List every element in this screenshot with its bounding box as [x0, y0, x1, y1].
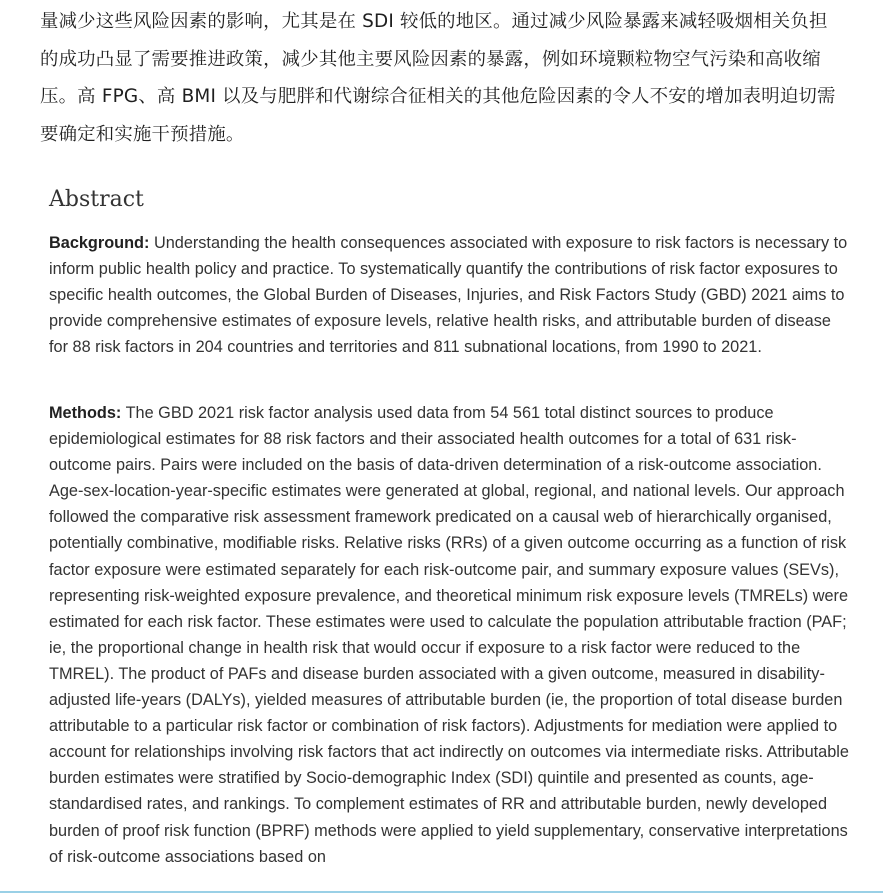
abstract-heading: Abstract — [49, 187, 144, 212]
chinese-summary-paragraph: 量减少这些风险因素的影响，尤其是在 SDI 较低的地区。通过减少风险暴露来减轻吸烟相关负担的成功凸显了需要推进政策，减少其他主要风险因素的暴露，例如环境颗粒物空气污染和高收缩压。高 FPG、高 BMI 以及与肥胖和代谢综合征相关的其他危险因素的令人不安的增加表明迫切需要确定和实施干预措施。 — [40, 11, 836, 145]
background-label: Background: — [49, 234, 150, 252]
background-paragraph — [49, 230, 849, 360]
methods-text: The GBD 2021 risk factor analysis used data from 54 561 total distinct sources to produce epidemiological estimates for 88 risk factors and their associated health outcomes for a total of 631 risk-outcome pairs. Pairs were included on the basis of data-driven determination of a risk-outcome association. Age-sex-location-year-specific estimates were generated at global, regional, and national levels. Our approach followed the comparative risk assessment framework predicated on a causal web of hierarchically organised, potentially combinative, modifiable risks. Relative risks (RRs) of a given outcome occurring as a function of risk factor exposure were estimated separately for each risk-outcome pair, and summary exposure values (SEVs), representing risk-weighted exposure prevalence, and theoretical minimum risk exposure levels (TMRELs) were estimated for each risk factor. These estimates were used to calculate the population attributable fraction (PAF; ie, the proportional change in health risk that would occur if exposure to a risk factor were reduced to the TMREL). The product of PAFs and disease burden associated with a given outcome, measured in disability-adjusted life-years (DALYs), yielded measures of attributable burden (ie, the proportion of total disease burden attributable to a particular risk factor or combination of risk factors). Adjustments for mediation were applied to account for relationships involving risk factors that act indirectly on outcomes via intermediate risks. Attributable burden estimates were stratified by Socio-demographic Index (SDI) quintile and presented as counts, age-standardised rates, and rankings. To complement estimates of RR and attributable burden, newly developed burden of proof risk function (BPRF) methods were applied to yield supplementary, conservative interpretations of risk-outcome associations based on — [49, 404, 849, 866]
methods-label: Methods: — [49, 404, 122, 422]
background-text: Understanding the health consequences associated with exposure to risk factors is necessary to inform public health policy and practice. To systematically quantify the contributions of risk factor exposures to specific health outcomes, the Global Burden of Diseases, Injuries, and Risk Factors Study (GBD) 2021 aims to provide comprehensive estimates of exposure levels, relative health risks, and attributable burden of disease for 88 risk factors in 204 countries and territories and 811 subnational locations, from 1990 to 2021. — [49, 234, 848, 357]
methods-paragraph — [49, 400, 849, 870]
